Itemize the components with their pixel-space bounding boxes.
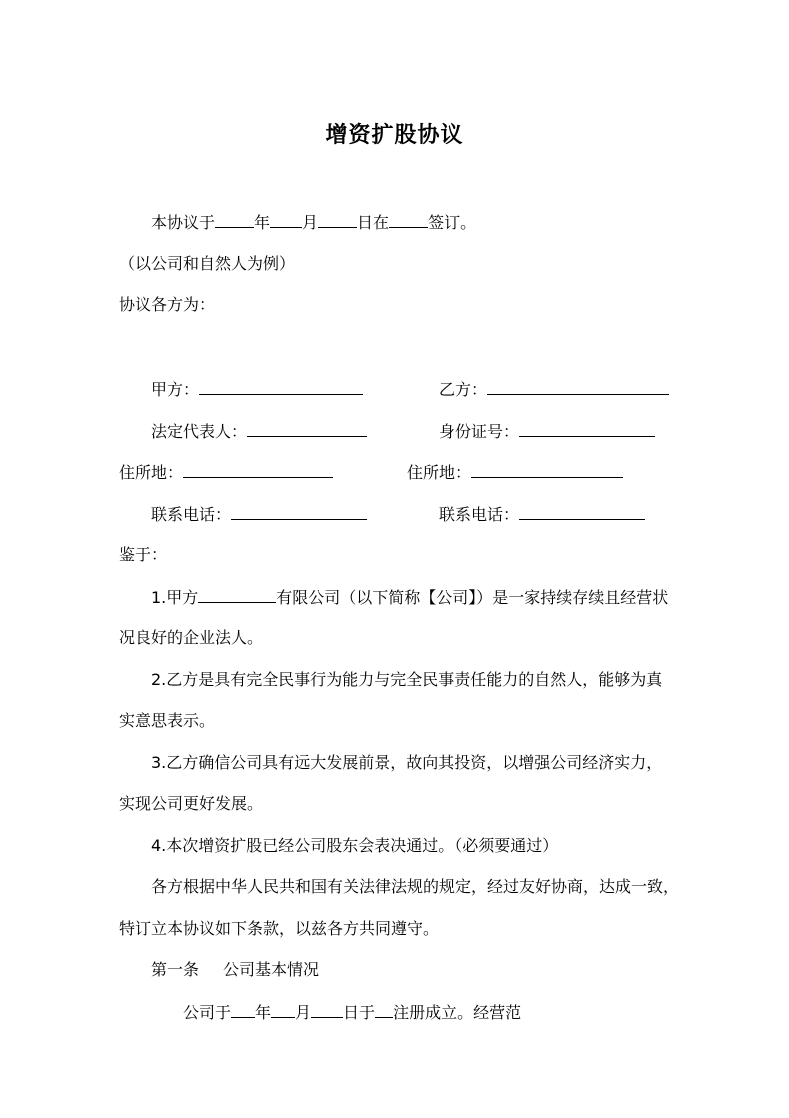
phone-b-field bbox=[439, 503, 645, 526]
reg-place-blank[interactable] bbox=[375, 1001, 393, 1018]
signing-text-5: 签订。 bbox=[428, 213, 477, 232]
item2-line1: 2.乙方是具有完全民事行为能力与完全民事责任能力的自然人，能够为真 bbox=[151, 670, 663, 689]
reg-month-blank[interactable] bbox=[271, 1001, 295, 1018]
id-number-label: 身份证号： bbox=[439, 422, 520, 441]
article1-heading bbox=[151, 959, 319, 981]
company-info-text-3: 月 bbox=[295, 1003, 312, 1022]
reg-day-blank[interactable] bbox=[311, 1001, 343, 1018]
item4-line: 4.本次增资扩股已经公司股东会表决通过。（必须要通过） bbox=[151, 836, 559, 855]
month-blank[interactable] bbox=[270, 211, 302, 228]
signing-text-1: 本协议于 bbox=[151, 213, 216, 232]
item2-line2: 实意思表示。 bbox=[119, 711, 216, 730]
address-a-label: 住所地： bbox=[119, 463, 184, 482]
id-number-blank[interactable] bbox=[519, 420, 655, 437]
signing-text-4: 日在 bbox=[357, 213, 390, 232]
signing-line bbox=[151, 211, 476, 234]
company-info-text-2: 年 bbox=[255, 1003, 272, 1022]
item3-line2: 实现公司更好发展。 bbox=[119, 794, 264, 813]
parties-heading: 协议各方为： bbox=[119, 295, 216, 314]
company-info-text-5: 注册成立。经营范 bbox=[393, 1003, 522, 1022]
address-b-field bbox=[407, 461, 623, 484]
whereas-heading: 鉴于： bbox=[119, 545, 168, 564]
phone-b-blank[interactable] bbox=[519, 503, 645, 520]
signing-text-3: 月 bbox=[302, 213, 319, 232]
phone-a-blank[interactable] bbox=[231, 503, 367, 520]
address-a-field bbox=[119, 461, 333, 484]
company-name-blank[interactable] bbox=[198, 586, 276, 603]
year-blank[interactable] bbox=[215, 211, 254, 228]
day-blank[interactable] bbox=[318, 211, 357, 228]
party-a-field bbox=[151, 378, 363, 401]
id-number-field bbox=[439, 420, 655, 443]
party-a-blank[interactable] bbox=[199, 378, 363, 395]
article1-title: 公司基本情况 bbox=[223, 960, 320, 979]
address-b-label: 住所地： bbox=[407, 463, 472, 482]
item3-line1: 3.乙方确信公司具有远大发展前景，故向其投资，以增强公司经济实力， bbox=[151, 753, 663, 772]
party-b-label: 乙方： bbox=[439, 380, 488, 399]
phone-a-field bbox=[151, 503, 367, 526]
phone-a-label: 联系电话： bbox=[151, 505, 232, 524]
party-b-blank[interactable] bbox=[487, 378, 669, 395]
item1-prefix: 1.甲方 bbox=[151, 588, 199, 607]
phone-b-label: 联系电话： bbox=[439, 505, 520, 524]
article1-number: 第一条 bbox=[151, 960, 200, 979]
item1-line1 bbox=[151, 586, 668, 609]
item1-line2: 况良好的企业法人。 bbox=[119, 628, 264, 647]
legal-rep-blank[interactable] bbox=[247, 420, 367, 437]
place-blank[interactable] bbox=[389, 211, 428, 228]
company-info-text-4: 日于 bbox=[343, 1003, 376, 1022]
agreement-line2: 特订立本协议如下条款，以兹各方共同遵守。 bbox=[119, 919, 440, 938]
document-title: 增资扩股协议 bbox=[325, 122, 464, 148]
company-info-line bbox=[183, 1001, 521, 1024]
party-a-label: 甲方： bbox=[151, 380, 200, 399]
address-a-blank[interactable] bbox=[183, 461, 333, 478]
legal-rep-label: 法定代表人： bbox=[151, 422, 248, 441]
reg-year-blank[interactable] bbox=[231, 1001, 255, 1018]
example-note: （以公司和自然人为例） bbox=[119, 254, 296, 273]
item1-text: 有限公司（以下简称【公司】）是一家持续存续且经营状 bbox=[276, 588, 669, 607]
legal-rep-field bbox=[151, 420, 367, 443]
company-info-text-1: 公司于 bbox=[183, 1003, 232, 1022]
agreement-line1: 各方根据中华人民共和国有关法律法规的规定，经过友好协商，达成一致， bbox=[151, 877, 680, 896]
signing-text-2: 年 bbox=[254, 213, 271, 232]
party-b-field bbox=[439, 378, 669, 401]
address-b-blank[interactable] bbox=[471, 461, 623, 478]
